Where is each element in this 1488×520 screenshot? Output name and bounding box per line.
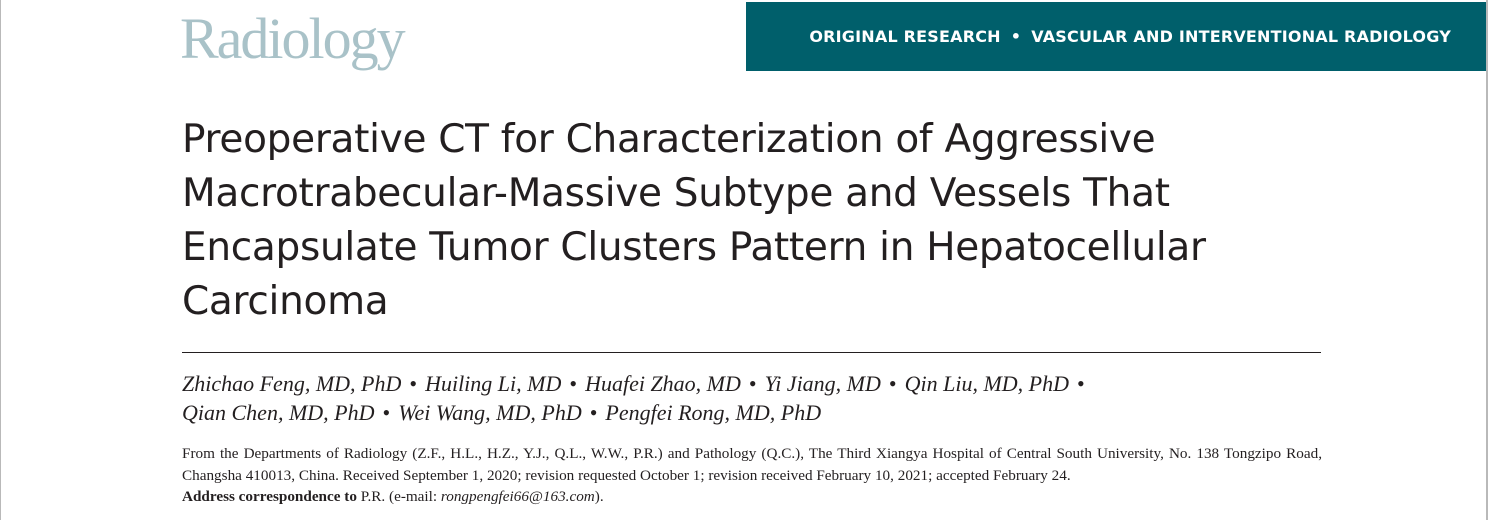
author-separator: • — [589, 400, 598, 425]
journal-logo: Radiology — [180, 6, 404, 71]
author-separator: • — [409, 371, 418, 396]
affiliation-note — [182, 443, 1322, 508]
correspondence-email[interactable]: rongpengfei66@163.com — [440, 488, 595, 505]
author-separator: • — [888, 371, 897, 396]
author-separator: • — [382, 400, 391, 425]
author: Qin Liu, MD, PhD — [904, 371, 1069, 396]
author: Wei Wang, MD, PhD — [398, 400, 582, 425]
affiliation-text: From the Departments of Radiology (Z.F., H.L., H.Z., Y.J., Q.L., W.W., P.R.) and Pathology (Q.C.), The Third Xiangya Hospital of Central South University, No. 138 Tongzipo Road, Changsha 410013, China. Received September 1, 2020; revision requested October 1; revision received February 10, 2021; accepted February 24. — [182, 445, 1322, 484]
author: Zhichao Feng, MD, PhD — [182, 371, 402, 396]
article-subspecialty: VASCULAR AND INTERVENTIONAL RADIOLOGY — [1031, 27, 1451, 46]
section-banner — [746, 2, 1486, 71]
title-line: Preoperative CT for Characterization of Aggressive — [182, 117, 1156, 162]
author-list — [182, 369, 1322, 427]
banner-separator: • — [1010, 27, 1022, 46]
title-divider — [182, 352, 1321, 353]
author-separator: • — [1077, 371, 1085, 396]
author-separator: • — [748, 371, 757, 396]
author: Huafei Zhao, MD — [585, 371, 741, 396]
author-separator: • — [569, 371, 578, 396]
author: Huiling Li, MD — [425, 371, 562, 396]
correspondence-recipient: P.R. (e-mail: — [356, 488, 441, 505]
correspondence-label: Address correspondence to — [182, 488, 357, 505]
article-category: ORIGINAL RESEARCH — [809, 27, 1001, 46]
article-title — [182, 113, 1322, 329]
page-border-left — [0, 0, 1, 520]
title-line: Macrotrabecular-Massive Subtype and Vessels That — [182, 171, 1170, 216]
correspondence-closing: ). — [594, 488, 604, 505]
title-line: Encapsulate Tumor Clusters Pattern in Hepatocellular — [182, 225, 1206, 270]
author: Yi Jiang, MD — [764, 371, 881, 396]
author: Qian Chen, MD, PhD — [182, 400, 375, 425]
title-line: Carcinoma — [182, 279, 389, 324]
author: Pengfei Rong, MD, PhD — [605, 400, 822, 425]
